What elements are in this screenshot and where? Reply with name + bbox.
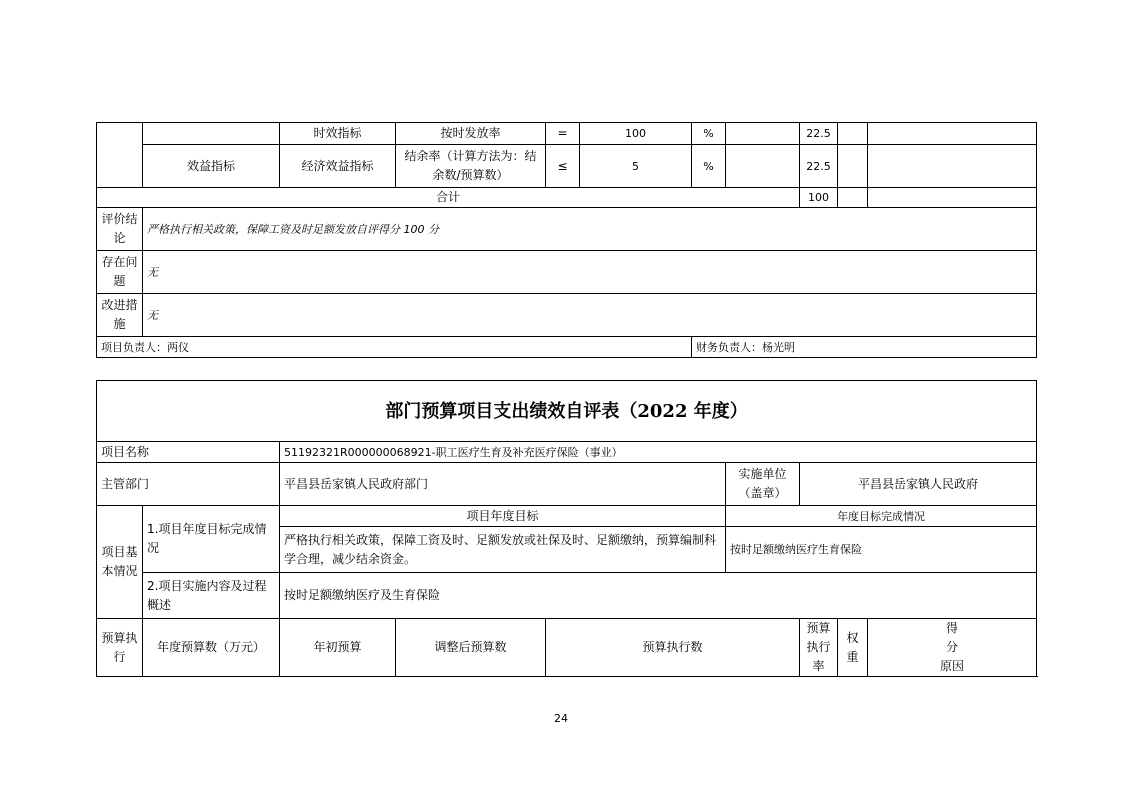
row-content — [97, 573, 1037, 619]
total-score: 100 — [800, 188, 838, 208]
blank-cell — [838, 145, 868, 188]
budget-col-weight: 权重 — [838, 619, 868, 677]
operator-cell: ≤ — [546, 145, 580, 188]
problems-value: 无 — [143, 251, 1037, 294]
blank-cell — [868, 145, 1037, 188]
dept-value: 平昌县岳家镇人民政府部门 — [280, 463, 726, 506]
annual-goal-completion-header: 年度目标完成情况 — [726, 506, 1037, 527]
row-total — [97, 188, 1037, 208]
blank-cell — [143, 123, 280, 145]
impl-unit-value: 平昌县岳家镇人民政府 — [800, 463, 1037, 506]
evaluation-value: 严格执行相关政策，保障工资及时足额发放自评得分 100 分 — [143, 208, 1037, 251]
project-name-label: 项目名称 — [97, 442, 280, 463]
row-title — [97, 381, 1037, 442]
indicator-cell: 经济效益指标 — [280, 145, 396, 188]
total-label: 合计 — [97, 188, 800, 208]
row-project-name — [97, 442, 1037, 463]
dept-label: 主管部门 — [97, 463, 280, 506]
row-goal-header — [97, 506, 1037, 527]
row-timeliness — [97, 123, 1037, 145]
budget-col-reason: 原因 — [940, 659, 965, 673]
annual-goal-value: 严格执行相关政策，保障工资及时、足额发放或社保及时、足额缴纳，预算编制科学合理，减少结余资金。 — [280, 527, 726, 573]
score-cell: 22.5 — [800, 145, 838, 188]
operator-cell: = — [546, 123, 580, 145]
content-value: 按时足额缴纳医疗及生育保险 — [280, 573, 1037, 619]
score-cell: 22.5 — [800, 123, 838, 145]
blank-cell — [726, 123, 800, 145]
unit-cell: % — [692, 145, 726, 188]
budget-col-score-reason — [868, 619, 1037, 677]
row-department — [97, 463, 1037, 506]
blank-cell — [838, 123, 868, 145]
row-budget-exec — [97, 619, 1037, 677]
annual-goal-completion-value: 按时足额缴纳医疗生育保险 — [726, 527, 1037, 573]
project-leader: 项目负责人：两仪 — [97, 337, 692, 358]
blank-cell — [868, 188, 1037, 208]
indicator-name-cell: 按时发放率 — [396, 123, 546, 145]
annual-goal-label: 1.项目年度目标完成情况 — [143, 506, 280, 573]
row-evaluation — [97, 208, 1037, 251]
row-benefit — [97, 145, 1037, 188]
unit-cell: % — [692, 123, 726, 145]
blank-cell — [97, 123, 143, 188]
problems-label: 存在问题 — [97, 251, 143, 294]
finance-leader: 财务负责人：杨光明 — [692, 337, 1037, 358]
annual-goal-header: 项目年度目标 — [280, 506, 726, 527]
page-number: 24 — [554, 712, 568, 725]
table-title: 部门预算项目支出绩效自评表（2022 年度） — [97, 381, 1037, 442]
improvements-label: 改进措施 — [97, 294, 143, 337]
improvements-value: 无 — [143, 294, 1037, 337]
target-cell: 100 — [580, 123, 692, 145]
budget-col-adjusted: 调整后预算数 — [396, 619, 546, 677]
row-problems — [97, 251, 1037, 294]
budget-col-exec-rate: 预算执行率 — [800, 619, 838, 677]
indicator-name-cell: 结余率（计算方法为：结余数/预算数） — [396, 145, 546, 188]
budget-col-annual: 年度预算数（万元） — [143, 619, 280, 677]
budget-exec-label: 预算执行 — [97, 619, 143, 677]
project-name-value: 51192321R000000068921-职工医疗生育及补充医疗保险（事业） — [280, 442, 1037, 463]
self-evaluation-table — [96, 380, 1037, 677]
budget-col-score: 得分 — [946, 621, 959, 654]
row-signatures — [97, 337, 1037, 358]
evaluation-label: 评价结论 — [97, 208, 143, 251]
row-improvements — [97, 294, 1037, 337]
target-cell: 5 — [580, 145, 692, 188]
impl-unit-label: 实施单位（盖章） — [726, 463, 800, 506]
blank-cell — [726, 145, 800, 188]
content-label: 2.项目实施内容及过程概述 — [143, 573, 280, 619]
blank-cell — [838, 188, 868, 208]
basic-info-label: 项目基本情况 — [97, 506, 143, 619]
blank-cell — [868, 123, 1037, 145]
indicator-cell: 时效指标 — [280, 123, 396, 145]
performance-table-continued — [96, 122, 1037, 358]
budget-col-initial: 年初预算 — [280, 619, 396, 677]
category-cell: 效益指标 — [143, 145, 280, 188]
budget-col-executed: 预算执行数 — [546, 619, 800, 677]
